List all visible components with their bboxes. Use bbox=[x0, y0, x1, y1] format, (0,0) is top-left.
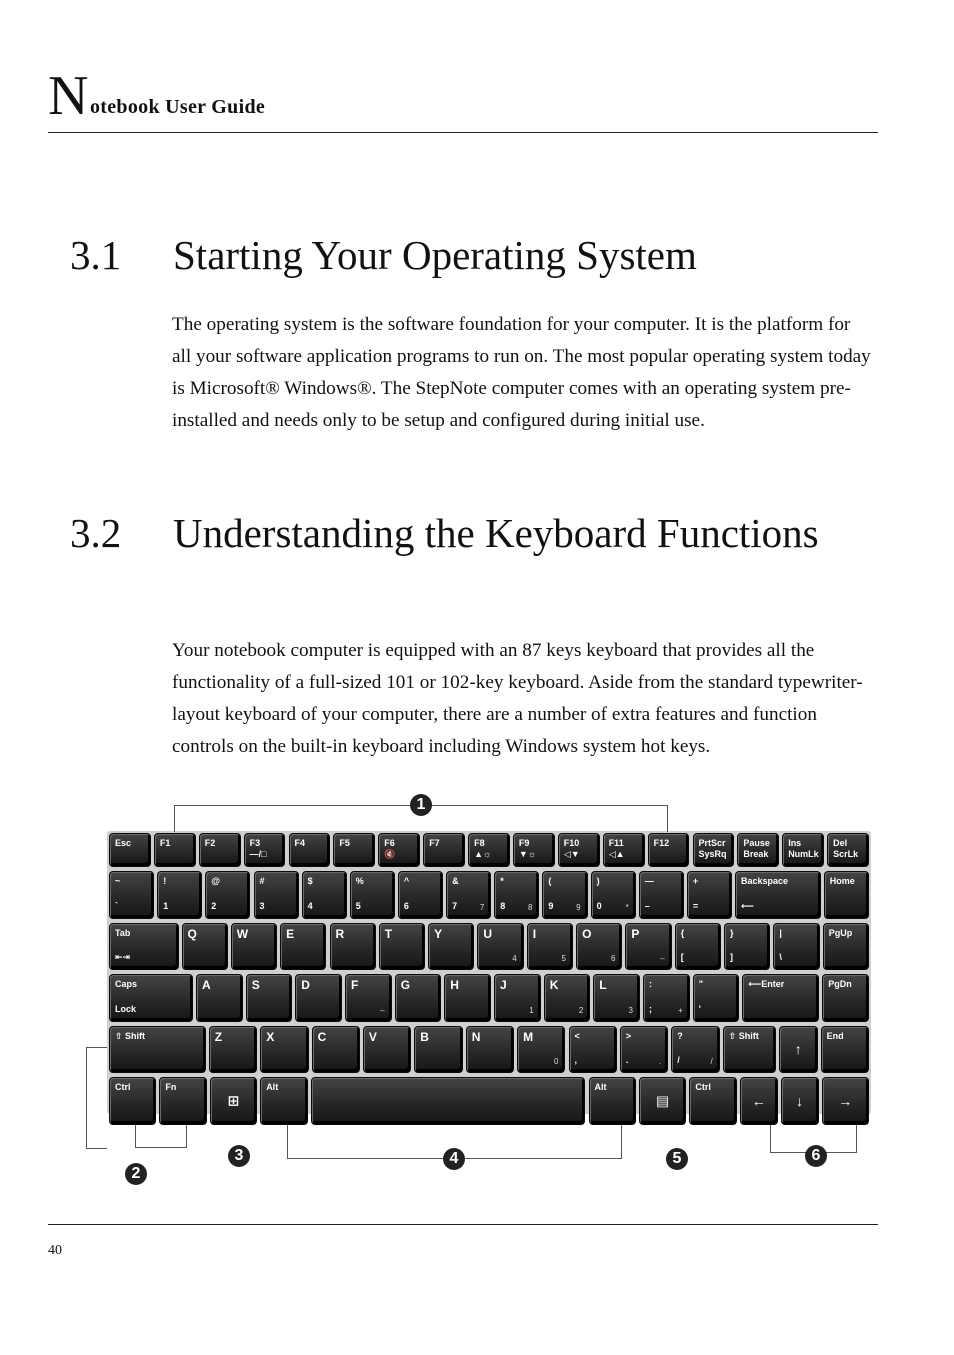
key-2-2 bbox=[231, 923, 277, 971]
key-3-2 bbox=[246, 974, 293, 1022]
key-label: End bbox=[826, 1030, 844, 1041]
callout-number: 1 bbox=[410, 794, 432, 816]
key-label: P bbox=[631, 926, 640, 941]
key-label: U bbox=[483, 926, 493, 941]
header-initial: N bbox=[48, 65, 89, 127]
key-label: + bbox=[692, 876, 699, 886]
key-4-2 bbox=[260, 1026, 308, 1074]
key-label: > bbox=[625, 1030, 632, 1041]
key-label: F9 bbox=[518, 838, 530, 848]
key-label: ⊞ bbox=[227, 1092, 240, 1109]
key-4-13 bbox=[821, 1026, 869, 1074]
key-0-7 bbox=[423, 833, 465, 867]
key-label: S bbox=[251, 978, 260, 992]
section-3-2-body: Your notebook computer is equipped with an 87 keys keyboard that provides all the functionality of a full-sized 101 or 102-key keyboard. Aside from the standard typewriter-layout keyboard of your computer, there are a number of extra features and function controls on the built-in keyboard including Windows system hot keys. bbox=[172, 640, 863, 757]
key-4-8 bbox=[569, 1026, 617, 1074]
key-label: Esc bbox=[115, 838, 132, 848]
key-label: | bbox=[779, 927, 782, 938]
callout-number: 2 bbox=[125, 1163, 147, 1185]
key-sublabel: 6 bbox=[403, 900, 409, 911]
key-label: Alt bbox=[266, 1082, 279, 1092]
key-label: Pause bbox=[743, 838, 770, 848]
key-2-4 bbox=[330, 923, 376, 971]
key-5-4 bbox=[311, 1077, 586, 1125]
key-label: PgDn bbox=[828, 979, 852, 989]
key-sublabel: \ bbox=[779, 952, 782, 962]
key-1-2 bbox=[205, 871, 250, 919]
section-title: Starting Your Operating System bbox=[173, 232, 697, 278]
key-4-5 bbox=[414, 1026, 462, 1074]
key-label: F6 bbox=[384, 838, 395, 848]
key-label: F8 bbox=[474, 838, 485, 848]
key-5-7 bbox=[689, 1077, 736, 1125]
key-label: $ bbox=[307, 876, 313, 886]
key-label: { bbox=[680, 927, 685, 938]
key-label: F10 bbox=[563, 838, 580, 848]
key-5-1 bbox=[159, 1077, 206, 1125]
key-1-13 bbox=[735, 871, 821, 919]
key-2-6 bbox=[428, 923, 474, 971]
page-number: 40 bbox=[48, 1243, 62, 1258]
key-label: Tab bbox=[115, 927, 131, 938]
key-sublabel: 8 bbox=[500, 900, 506, 911]
key-2-14 bbox=[823, 923, 869, 971]
key-sublabel: ; bbox=[649, 1003, 652, 1014]
key-label: I bbox=[532, 926, 537, 941]
key-0-13 bbox=[693, 833, 735, 867]
key-sublabel: 2 bbox=[211, 900, 217, 911]
key-4-6 bbox=[466, 1026, 514, 1074]
key-sublabel: ◁▼ bbox=[563, 849, 580, 859]
key-4-7 bbox=[517, 1026, 565, 1074]
key-sublabel: 0 bbox=[596, 900, 602, 911]
key-label: ) bbox=[596, 876, 600, 886]
key-label: Backspace bbox=[741, 876, 789, 886]
key-label: A bbox=[202, 978, 211, 992]
key-label: < bbox=[574, 1030, 580, 1041]
key-numpad-label: – bbox=[380, 1005, 385, 1015]
key-5-2 bbox=[210, 1077, 257, 1125]
key-label: F12 bbox=[653, 838, 670, 848]
key-label: ^ bbox=[403, 876, 410, 886]
callout-number: 3 bbox=[228, 1145, 250, 1167]
key-sublabel: ▼☼ bbox=[518, 849, 537, 859]
key-label: Alt bbox=[594, 1082, 607, 1092]
key-0-1 bbox=[154, 833, 196, 867]
callout-2-bracket-left bbox=[86, 1047, 107, 1149]
key-label: L bbox=[599, 978, 607, 992]
key-label: ( bbox=[548, 876, 552, 886]
key-label: : bbox=[649, 979, 652, 989]
key-0-11 bbox=[603, 833, 645, 867]
key-3-4 bbox=[345, 974, 392, 1022]
key-5-9 bbox=[781, 1077, 819, 1125]
key-sublabel: —/□ bbox=[249, 849, 267, 859]
key-5-8 bbox=[740, 1077, 778, 1125]
key-0-10 bbox=[558, 833, 600, 867]
key-label: → bbox=[838, 1092, 853, 1109]
key-label: } bbox=[730, 927, 734, 938]
key-numpad-label: 6 bbox=[610, 954, 616, 963]
key-1-5 bbox=[350, 871, 395, 919]
key-sublabel: Break bbox=[743, 849, 769, 859]
key-label: # bbox=[259, 876, 265, 886]
footer-rule bbox=[48, 1224, 878, 1225]
key-sublabel: SysRq bbox=[698, 849, 727, 859]
key-sublabel: 7 bbox=[452, 900, 458, 911]
key-label: ~ bbox=[115, 876, 121, 886]
key-label: D bbox=[301, 978, 310, 992]
key-3-10 bbox=[643, 974, 690, 1022]
key-numpad-label: 2 bbox=[578, 1005, 584, 1015]
key-sublabel: 4 bbox=[307, 900, 313, 911]
header-title: otebook User Guide bbox=[90, 96, 266, 118]
key-sublabel: , bbox=[574, 1055, 578, 1065]
key-2-0 bbox=[109, 923, 179, 971]
key-label: Ins bbox=[788, 838, 802, 848]
key-4-10 bbox=[671, 1026, 719, 1074]
key-sublabel: 1 bbox=[163, 900, 169, 911]
key-1-0 bbox=[109, 871, 154, 919]
key-3-8 bbox=[544, 974, 591, 1022]
section-number: 3.1 bbox=[70, 232, 122, 278]
key-label: ← bbox=[751, 1092, 766, 1109]
section-title: Understanding the Keyboard Functions bbox=[173, 510, 819, 556]
key-0-3 bbox=[244, 833, 286, 867]
keyboard-diagram bbox=[80, 790, 880, 1195]
key-label: ? bbox=[677, 1030, 683, 1041]
key-label: Ctrl bbox=[115, 1082, 131, 1092]
key-sublabel: . bbox=[625, 1055, 629, 1065]
key-label: ↑ bbox=[794, 1041, 802, 1058]
key-sublabel: / bbox=[677, 1055, 680, 1065]
key-label: * bbox=[500, 876, 504, 886]
key-1-10 bbox=[591, 871, 636, 919]
callout-number: 6 bbox=[805, 1145, 827, 1167]
key-label: Caps bbox=[115, 979, 138, 989]
key-label: ↓ bbox=[796, 1092, 804, 1109]
key-label: @ bbox=[211, 876, 221, 886]
key-0-5 bbox=[333, 833, 375, 867]
key-sublabel: = bbox=[692, 900, 699, 911]
key-label: PgUp bbox=[828, 927, 853, 938]
key-numpad-label: 0 bbox=[554, 1057, 559, 1066]
key-sublabel: 5 bbox=[355, 900, 361, 911]
key-label: E bbox=[286, 926, 295, 941]
key-label: R bbox=[335, 926, 345, 941]
key-sublabel: ⟵ bbox=[741, 900, 754, 911]
key-label: O bbox=[582, 926, 592, 941]
key-label: C bbox=[317, 1029, 327, 1044]
key-label: Del bbox=[833, 838, 848, 848]
key-4-3 bbox=[312, 1026, 360, 1074]
key-label: PrtScr bbox=[698, 838, 726, 848]
key-label: & bbox=[452, 876, 459, 886]
key-numpad-label: 7 bbox=[479, 902, 485, 912]
key-2-3 bbox=[280, 923, 326, 971]
key-numpad-label: 4 bbox=[512, 954, 517, 963]
key-3-1 bbox=[196, 974, 243, 1022]
key-label: F1 bbox=[159, 838, 171, 848]
key-label: ⇧ Shift bbox=[728, 1030, 759, 1041]
key-numpad-label: . bbox=[659, 1057, 662, 1066]
key-numpad-label: / bbox=[710, 1057, 713, 1066]
key-label: Home bbox=[829, 876, 855, 886]
key-label: F4 bbox=[294, 838, 306, 848]
key-label: " bbox=[698, 979, 703, 989]
key-numpad-label: 1 bbox=[529, 1005, 534, 1015]
key-3-12 bbox=[742, 974, 819, 1022]
key-3-3 bbox=[295, 974, 342, 1022]
key-sublabel: [ bbox=[680, 952, 684, 962]
key-label: F2 bbox=[204, 838, 216, 848]
key-2-5 bbox=[379, 923, 425, 971]
key-sublabel: ▲☼ bbox=[474, 849, 492, 859]
key-label: ! bbox=[163, 876, 167, 886]
key-2-8 bbox=[527, 923, 573, 971]
key-1-12 bbox=[687, 871, 732, 919]
page-header bbox=[48, 65, 878, 133]
key-sublabel: NumLk bbox=[788, 849, 819, 859]
callout-number: 4 bbox=[443, 1148, 465, 1170]
key-3-11 bbox=[693, 974, 740, 1022]
key-label: F3 bbox=[249, 838, 261, 848]
key-3-6 bbox=[444, 974, 491, 1022]
key-label: J bbox=[500, 978, 507, 992]
key-2-10 bbox=[625, 923, 671, 971]
key-label: — bbox=[644, 876, 654, 886]
key-label: F5 bbox=[339, 838, 350, 848]
key-2-7 bbox=[477, 923, 523, 971]
key-numpad-label: – bbox=[660, 954, 665, 963]
key-numpad-label: 9 bbox=[576, 902, 581, 912]
key-label: F11 bbox=[608, 838, 624, 848]
key-1-9 bbox=[542, 871, 587, 919]
key-0-6 bbox=[378, 833, 420, 867]
key-1-4 bbox=[302, 871, 347, 919]
key-label: ⟵Enter bbox=[748, 979, 785, 989]
key-label: G bbox=[400, 978, 411, 992]
key-label: Ctrl bbox=[695, 1082, 711, 1092]
key-5-10 bbox=[822, 1077, 869, 1125]
key-1-8 bbox=[494, 871, 539, 919]
key-label: V bbox=[368, 1029, 377, 1044]
section-3-1-body: The operating system is the software foundation for your computer. It is the platform for all your software application programs to run on. The most popular operating system today is Microsoft® Windows®. The StepNote computer comes with an operating system pre-installed and needs only to be setup and configured during initial use. bbox=[172, 314, 871, 431]
key-numpad-label: 3 bbox=[628, 1005, 633, 1015]
key-3-0 bbox=[109, 974, 193, 1022]
key-2-13 bbox=[773, 923, 819, 971]
key-sublabel: 9 bbox=[548, 900, 554, 911]
key-1-1 bbox=[157, 871, 202, 919]
key-5-3 bbox=[260, 1077, 307, 1125]
key-numpad-label: 5 bbox=[561, 954, 566, 963]
key-5-0 bbox=[109, 1077, 156, 1125]
key-label: B bbox=[420, 1029, 429, 1044]
key-1-7 bbox=[446, 871, 491, 919]
key-label: K bbox=[549, 978, 559, 992]
key-3-9 bbox=[593, 974, 640, 1022]
key-2-12 bbox=[724, 923, 770, 971]
key-4-9 bbox=[620, 1026, 668, 1074]
key-sublabel: ] bbox=[730, 952, 733, 962]
key-1-6 bbox=[398, 871, 443, 919]
key-label: F7 bbox=[429, 838, 440, 848]
key-0-15 bbox=[782, 833, 824, 867]
key-label: N bbox=[471, 1029, 481, 1044]
key-2-11 bbox=[675, 923, 721, 971]
key-4-11 bbox=[723, 1026, 776, 1074]
key-0-16 bbox=[827, 833, 869, 867]
key-label: Y bbox=[434, 926, 443, 941]
key-label: X bbox=[266, 1029, 275, 1044]
key-numpad-label: 8 bbox=[528, 902, 533, 912]
key-label: W bbox=[236, 926, 249, 941]
key-4-4 bbox=[363, 1026, 411, 1074]
key-label: Z bbox=[214, 1029, 223, 1044]
key-4-12 bbox=[779, 1026, 818, 1074]
key-sublabel: ⇤⇥ bbox=[115, 952, 131, 962]
key-0-8 bbox=[468, 833, 510, 867]
key-label: Fn bbox=[165, 1082, 177, 1092]
section-number: 3.2 bbox=[70, 510, 122, 556]
key-sublabel: ScrLk bbox=[833, 849, 859, 859]
key-label: M bbox=[523, 1029, 534, 1044]
key-sublabel: – bbox=[644, 900, 650, 911]
key-5-6 bbox=[639, 1077, 686, 1125]
key-label: F bbox=[351, 978, 359, 992]
key-0-0 bbox=[109, 833, 151, 867]
key-sublabel: ' bbox=[698, 1003, 701, 1014]
key-label: T bbox=[384, 926, 393, 941]
key-3-5 bbox=[395, 974, 442, 1022]
key-5-5 bbox=[589, 1077, 636, 1125]
key-sublabel: 3 bbox=[259, 900, 265, 911]
key-label: % bbox=[355, 876, 364, 886]
key-1-14 bbox=[824, 871, 869, 919]
key-0-4 bbox=[289, 833, 331, 867]
key-2-1 bbox=[182, 923, 228, 971]
key-3-7 bbox=[494, 974, 541, 1022]
key-2-9 bbox=[576, 923, 622, 971]
key-1-11 bbox=[639, 871, 684, 919]
key-4-0 bbox=[109, 1026, 206, 1074]
key-0-9 bbox=[513, 833, 555, 867]
key-label: ▤ bbox=[655, 1092, 670, 1109]
key-sublabel: ◁▲ bbox=[608, 849, 625, 859]
key-label: H bbox=[450, 978, 459, 992]
key-numpad-label: + bbox=[678, 1005, 683, 1015]
key-0-12 bbox=[648, 833, 690, 867]
callout-number: 5 bbox=[666, 1148, 688, 1170]
key-0-14 bbox=[737, 833, 779, 867]
key-label: ⇧ Shift bbox=[115, 1030, 146, 1041]
key-0-2 bbox=[199, 833, 241, 867]
key-sublabel: 🔇 bbox=[384, 849, 396, 859]
key-3-13 bbox=[822, 974, 869, 1022]
key-label: Q bbox=[187, 926, 197, 941]
key-numpad-label: * bbox=[625, 902, 629, 912]
key-1-3 bbox=[254, 871, 299, 919]
key-4-1 bbox=[209, 1026, 257, 1074]
key-sublabel: ` bbox=[115, 900, 118, 911]
key-sublabel: Lock bbox=[115, 1003, 137, 1014]
